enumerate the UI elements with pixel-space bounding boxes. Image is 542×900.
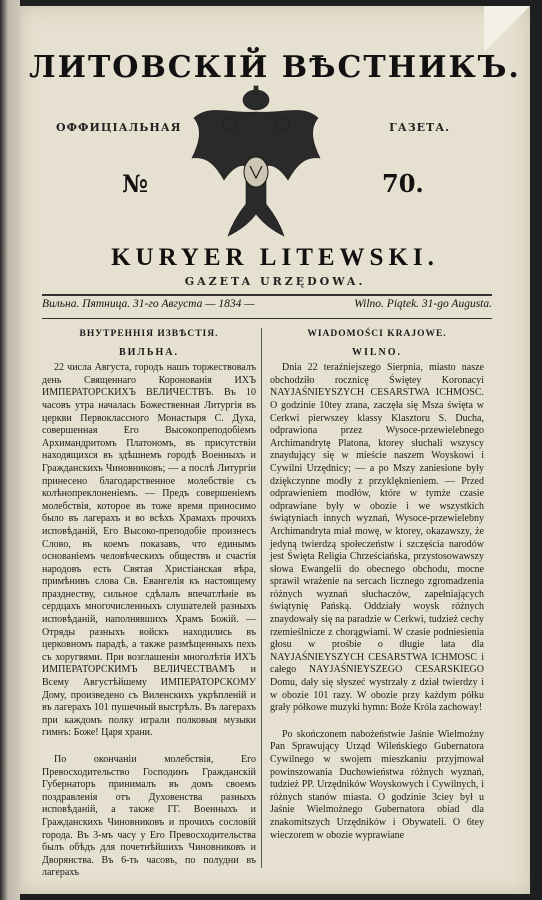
dateline-russian: Вильна. Пятница. 31-го Августа — 1834 — bbox=[42, 298, 255, 310]
dateline bbox=[42, 298, 492, 318]
russian-column bbox=[42, 328, 256, 884]
official-label: ОФФИЦІАЛЬНАЯ bbox=[56, 121, 182, 134]
article-paragraph: По окончаніи молебствія, Его Превосходительство Господинъ Гражданскій Губернаторъ принималъ въ домъ своемъ поздравленія отъ Духовенства разныхъ исповѣданій, а также ГГ. Военныхъ и Гражданскихъ Чиновниковъ и прочихъ сословій города. Въ 3-мъ часу у Его Превосходительства былъ обѣдъ для почетнѣйшихъ Чиновниковъ и Дворянства. Въ 6-ть часовъ, по полудни въ лагерахъ bbox=[42, 754, 256, 879]
issue-number-label: № bbox=[122, 169, 149, 198]
newspaper-page bbox=[20, 6, 530, 894]
place-heading-russian: ВИЛЬНА. bbox=[118, 346, 179, 358]
place-heading-polish: WILNO. bbox=[351, 346, 403, 358]
section-heading-russian: ВНУТРЕННІЯ ИЗВѢСТІЯ. bbox=[79, 329, 219, 339]
adjacent-page-edge bbox=[0, 0, 20, 900]
issue-number: 70. bbox=[382, 169, 424, 198]
section-heading-polish: WIADOMOŚCI KRAJOWE. bbox=[307, 329, 447, 339]
gazette-label: ГАЗЕТА. bbox=[389, 121, 450, 134]
article-paragraph: Po skończonem nabożeństwie Jaśnie Wielmożny Pan Sprawujący Urząd Wileńskiego Gubernatora Cywilnego w swojem mieszkaniu przyjmował powinszowania Duchowieństwa różnych wyznań, tudzież PP. Urzędników Woyskowych i Cywilnych, i różnych stanów miasta. O godzinie 3ciey był u Jaśnie Wielmożnego Gubernatora obiad dla znakomitszych Urzędników i Obywateli. O 6tey wieczorem w obozie wyprawiane bbox=[270, 728, 484, 841]
dateline-top-rule bbox=[42, 294, 492, 296]
article-paragraph: 22 числа Августа, городъ нашъ торжествовалъ день Священнаго Коронованія ИХЪ ИМПЕРАТОРСКИХЪ ВЕЛИЧЕСТВЪ. Въ 10 часовъ утра началась Божественная Литургія въ церкви Первоклассного Монастыря С. Духа, совершенная Его Высокопреподобіемъ Архимандритомъ Платономъ, въ присутствіи находящихся въ здѣшнемъ городѣ Военныхъ и Гражданскихъ Чиновниковъ; — а послѣ Литургіи принесено благодарственное молебствіе съ колѣнопреклоненіемъ. — Предъ совершеніемъ молебствія, которое въ тоже время приносимо было въ лагерахъ и во всѣхъ Храмахъ прочихъ исповѣданій, Его Высоко-преподобіе произнесъ Слово, въ коемъ показавъ, что единымъ основаніемъ человѣческихъ обществъ и счастія народовъ есть Святая Христіанская вѣра, примѣнивъ слова Св. Евангелія къ настоящему празднеству, сильное сдѣлалъ впечатлѣніе въ сердцахъ многочисленныхъ слушателей разныхъ исповѣданій, наполнявшихъ Храмъ Божій. — Отряды разныхъ войскъ находились въ церковномъ парадѣ, а также размѣщенныхъ пехъ съ хоругвями. При возглашеніи многолѣтія ИХЪ ИМПЕРАТОРСКИМЪ ВЕЛИЧЕСТВАМЪ и Всему Августѣйшему ИМПЕРАТОРСКОМУ Дому, произведено съ Виленскихъ укрѣпленій и въ лагерахъ 101 пушечный выстрѣлъ. Въ лагерахъ при каждомъ полку играли полковыя музыки гимнъ: Боже! Царя храни. bbox=[42, 362, 256, 739]
double-headed-eagle-emblem bbox=[188, 84, 324, 244]
masthead-subtitle-polish: GAZETA URZĘDOWA. bbox=[184, 275, 366, 288]
masthead-title-russian: ЛИТОВСКІЙ ВѢСТНИКЪ. bbox=[29, 50, 521, 85]
article-paragraph: Dnia 22 teraźniejszego Sierpnia, miasto nasze obchodziło rocznicę Świętey Koronacyi NAYJAŚNIEYSZYCH CESARSTWA ICHMOSC. O godzinie 10tey zrana, zaczęła się Msza święta w Cerkwi pierwszey klassy Klasztoru S. Ducha, odprawiona przez Wysoce-przewielebnego Archimandrytę Platona, ktorey słuchali wszyscy znaydujący się w mieście naszem Woyskowi i Cywilni Urzędnicy; — a po Mszy zaniesione były dziękczynne modły z przyklęknieniem. — Przed odprawieniem modłów, które w tymże czasie odprawiane były w obozie i we wszystkich świątyniach innych wyznań, Wysoce-przewielebny Archimandryta miał mowę, w ktorey, okazawszy, że jedyną twierdzą społeczeństw i szczęścia narodów jest Święta Religia Chrześciańska, przystosowawszy słowa Ewangelii do obecnego obchodu, mocne sprawił wrażenie na sercach licznego zgromadzenia różnych wyznań słuchaczów, zapełniających świątynię Pańską. Oddziały woysk różnych znaydowały się na paradzie w Cerkwi, tudzież cechy rzemieślnicze z chorągwiami. W czasie podniesienia głosu w prośbie o długie lata dla NAYJAŚNIEYSZYCH CESARSTWA ICHMOSC i całego NAYJAŚNIEYSZEGO CESARSKIEGO Domu, dały się słyszeć wystrzały z dział twierdzy i w obozie 101 razy. W obozie przy każdym półku grały półkowe muzyki hymn: Boże Króla zachoway! bbox=[270, 362, 484, 714]
column-divider bbox=[261, 328, 262, 868]
masthead-title-polish: KURYER LITEWSKI. bbox=[111, 244, 439, 271]
dateline-bottom-rule bbox=[42, 318, 492, 319]
folded-corner bbox=[484, 6, 530, 52]
polish-column bbox=[270, 328, 484, 846]
dateline-polish: Wilno. Piątek. 31-go Augusta. bbox=[354, 298, 492, 310]
